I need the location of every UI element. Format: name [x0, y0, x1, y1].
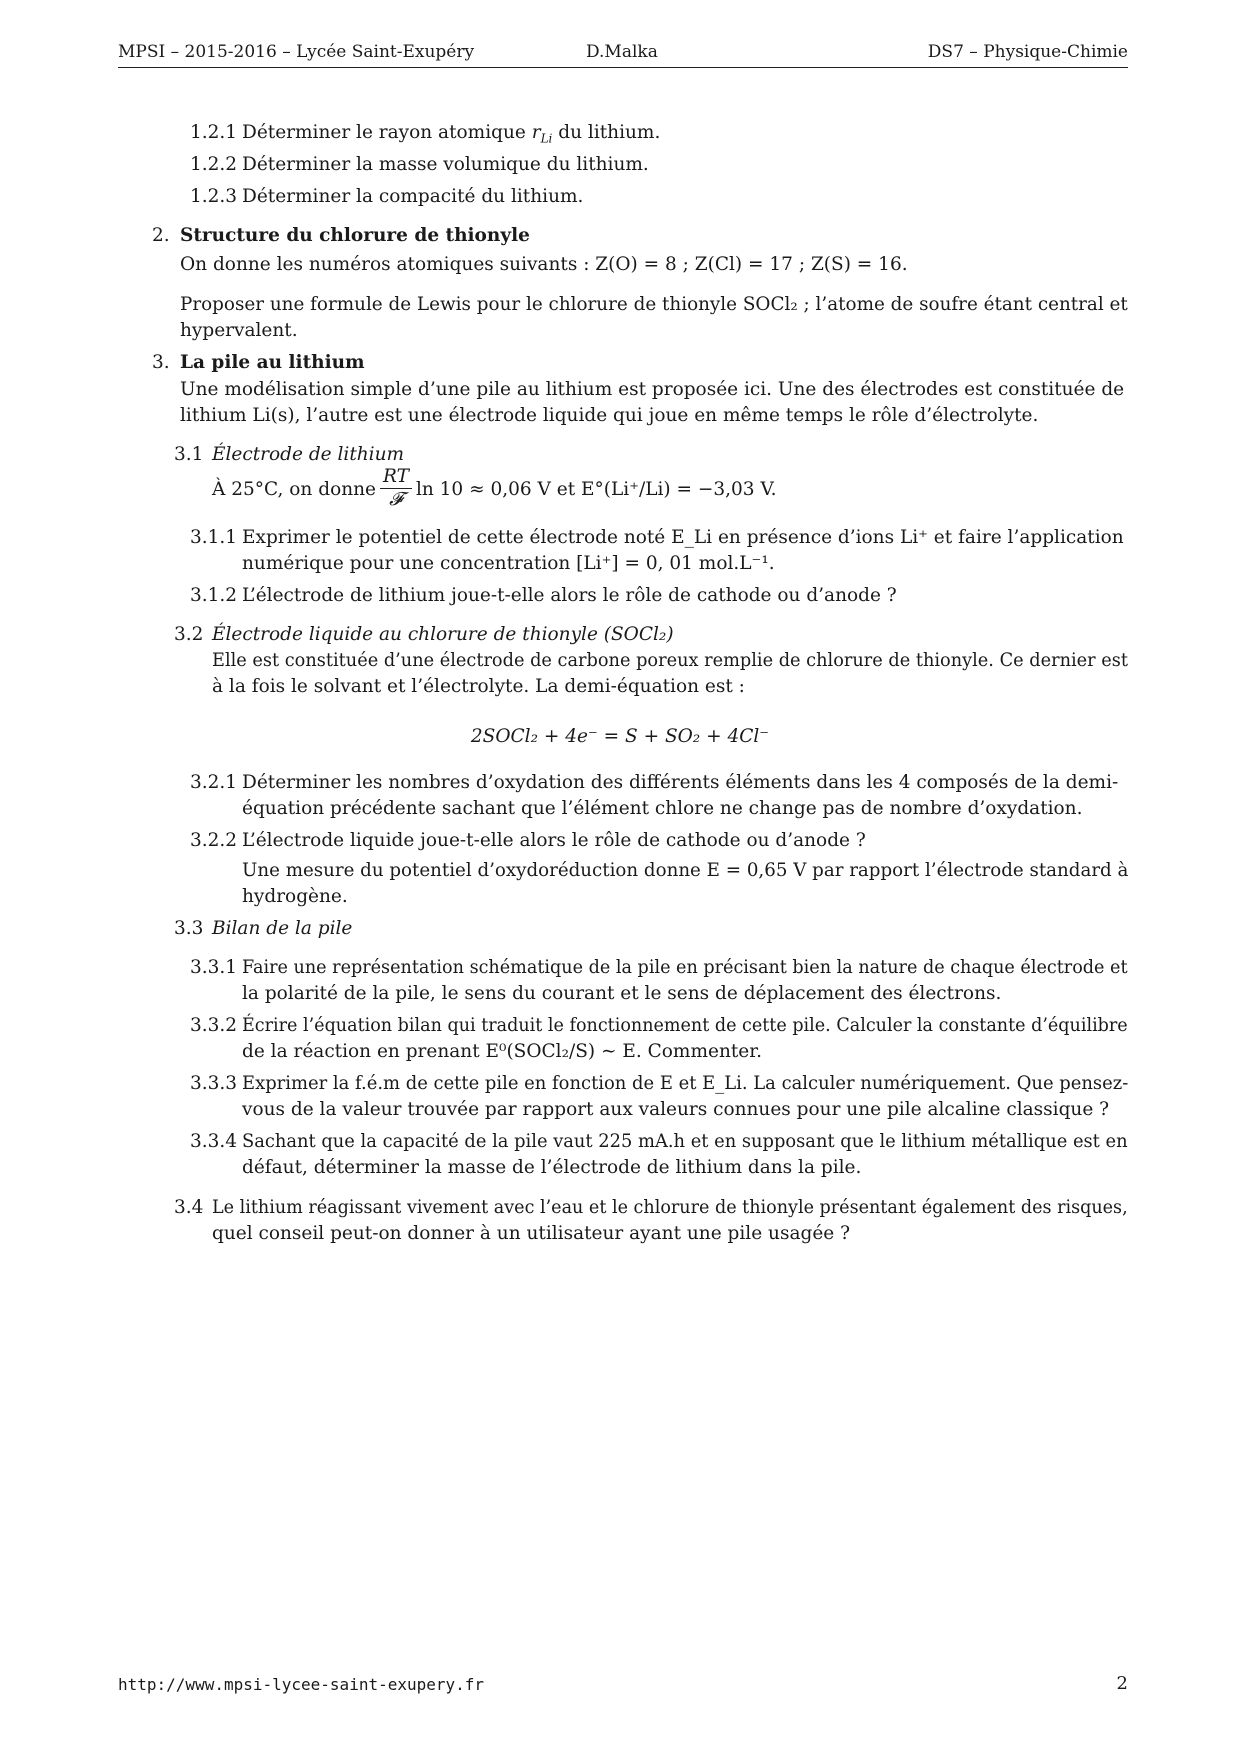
section-3-1-title: Électrode de lithium: [212, 444, 405, 465]
q121-number: 1.2.1: [190, 122, 238, 143]
q123-number: 1.2.3: [190, 186, 238, 207]
q331-line1: Faire une représentation schématique de la pile en précisant bien la nature de chaque électrode et: [242, 957, 1128, 978]
section-3-number: 3.: [152, 352, 170, 373]
section-3-4-line2: quel conseil peut-on donner à un utilisateur ayant une pile usagée ?: [212, 1223, 851, 1244]
q331-number: 3.3.1: [190, 957, 238, 978]
q311-line2: numérique pour une concentration [Li⁺] = 0, 01 mol.L⁻¹.: [242, 553, 775, 574]
q333-number: 3.3.3: [190, 1073, 238, 1094]
section-3-1-number: 3.1: [174, 444, 204, 465]
section-3-title: La pile au lithium: [180, 352, 365, 373]
q334-line1: Sachant que la capacité de la pile vaut 225 mA.h et en supposant que le lithium métallique est en: [242, 1131, 1128, 1152]
header-author: D.Malka: [586, 42, 658, 62]
section-3-line1: Une modélisation simple d’une pile au lithium est proposée ici. Une des électrodes est constituée de: [180, 379, 1125, 400]
section-3-2-title: Électrode liquide au chlorure de thionyle (SOCl₂): [212, 624, 674, 645]
section-3-1-given: À 25°C, on donne $\frac{RT}{\text{𝓕}}$ ln 10 ≈ 0,06 V et E°(Li⁺/Li) = −3,03 V.: [212, 465, 777, 510]
section-2-number: 2.: [152, 225, 170, 246]
q322-line2: Une mesure du potentiel d’oxydoréduction donne E = 0,65 V par rapport l’électrode standard à: [242, 860, 1129, 881]
section-3-3-number: 3.3: [174, 918, 204, 939]
q332-line2: de la réaction en prenant E⁰(SOCl₂/S) ∼ E. Commenter.: [242, 1041, 762, 1062]
q123-text: Déterminer la compacité du lithium.: [242, 186, 584, 207]
section-3-2-line2: à la fois le solvant et l’électrolyte. La demi-équation est :: [212, 676, 745, 697]
q333-line1: Exprimer la f.é.m de cette pile en fonction de E et E_Li. La calculer numériquement. Que pensez-: [242, 1073, 1129, 1094]
q321-line2: équation précédente sachant que l’élément chlore ne change pas de nombre d’oxydation.: [242, 798, 1083, 819]
section-3-2-number: 3.2: [174, 624, 204, 645]
q331-line2: la polarité de la pile, le sens du courant et le sens de déplacement des électrons.: [242, 983, 1002, 1004]
section-3-4-number: 3.4: [174, 1197, 204, 1218]
q311-line1: Exprimer le potentiel de cette électrode noté E_Li en présence d’ions Li⁺ et faire l’application: [242, 527, 1124, 548]
q334-line2: défaut, déterminer la masse de l’électrode de lithium dans la pile.: [242, 1157, 862, 1178]
q334-number: 3.3.4: [190, 1131, 238, 1152]
header-course: MPSI – 2015-2016 – Lycée Saint-Exupéry: [118, 42, 475, 62]
section-2-title: Structure du chlorure de thionyle: [180, 225, 530, 246]
header-rule: [118, 67, 1128, 68]
q332-number: 3.3.2: [190, 1015, 238, 1036]
q332-line1: Écrire l’équation bilan qui traduit le fonctionnement de cette pile. Calculer la constante d’équilibre: [242, 1015, 1128, 1036]
q312-number: 3.1.2: [190, 585, 238, 606]
section-2-line2a: Proposer une formule de Lewis pour le chlorure de thionyle SOCl₂ ; l’atome de soufre étant central et: [180, 294, 1128, 315]
section-2-line1: On donne les numéros atomiques suivants : Z(O) = 8 ; Z(Cl) = 17 ; Z(S) = 16.: [180, 254, 908, 275]
q312-text: L’électrode de lithium joue-t-elle alors le rôle de cathode ou d’anode ?: [242, 585, 897, 606]
section-3-3-title: Bilan de la pile: [212, 918, 353, 939]
q322-line3: hydrogène.: [242, 886, 348, 907]
q322-number: 3.2.2: [190, 830, 238, 851]
q321-number: 3.2.1: [190, 772, 238, 793]
q321-line1: Déterminer les nombres d’oxydation des différents éléments dans les 4 composés de la demi-: [242, 772, 1119, 793]
section-2-line2b: hypervalent.: [180, 320, 298, 341]
section-3-line2: lithium Li(s), l’autre est une électrode liquide qui joue en même temps le rôle d’électrolyte.: [180, 405, 1039, 426]
rt-over-f-fraction: $\frac{RT}{\text{𝓕}}$: [380, 466, 412, 511]
section-3-4-line1: Le lithium réagissant vivement avec l’eau et le chlorure de thionyle présentant également des risques,: [212, 1197, 1128, 1218]
header-exam: DS7 – Physique-Chimie: [927, 42, 1128, 62]
q311-number: 3.1.1: [190, 527, 238, 548]
q333-line2: vous de la valeur trouvée par rapport aux valeurs connues pour une pile alcaline classique ?: [242, 1099, 1110, 1120]
q322-line1: L’électrode liquide joue-t-elle alors le rôle de cathode ou d’anode ?: [242, 830, 866, 851]
q122-text: Déterminer la masse volumique du lithium.: [242, 154, 649, 175]
section-3-2-line1: Elle est constituée d’une électrode de carbone poreux remplie de chlorure de thionyle. Ce dernier est: [212, 650, 1128, 671]
footer-url-link[interactable]: http://www.mpsi-lycee-saint-exupery.fr: [118, 1675, 485, 1694]
page-number: 2: [1116, 1673, 1128, 1694]
q122-number: 1.2.2: [190, 154, 238, 175]
half-equation: 2SOCl₂ + 4e⁻ = S + SO₂ + 4Cl⁻: [470, 726, 770, 747]
q121-text: Déterminer le rayon atomique $r_{Li}$ du lithium.: [242, 122, 661, 146]
